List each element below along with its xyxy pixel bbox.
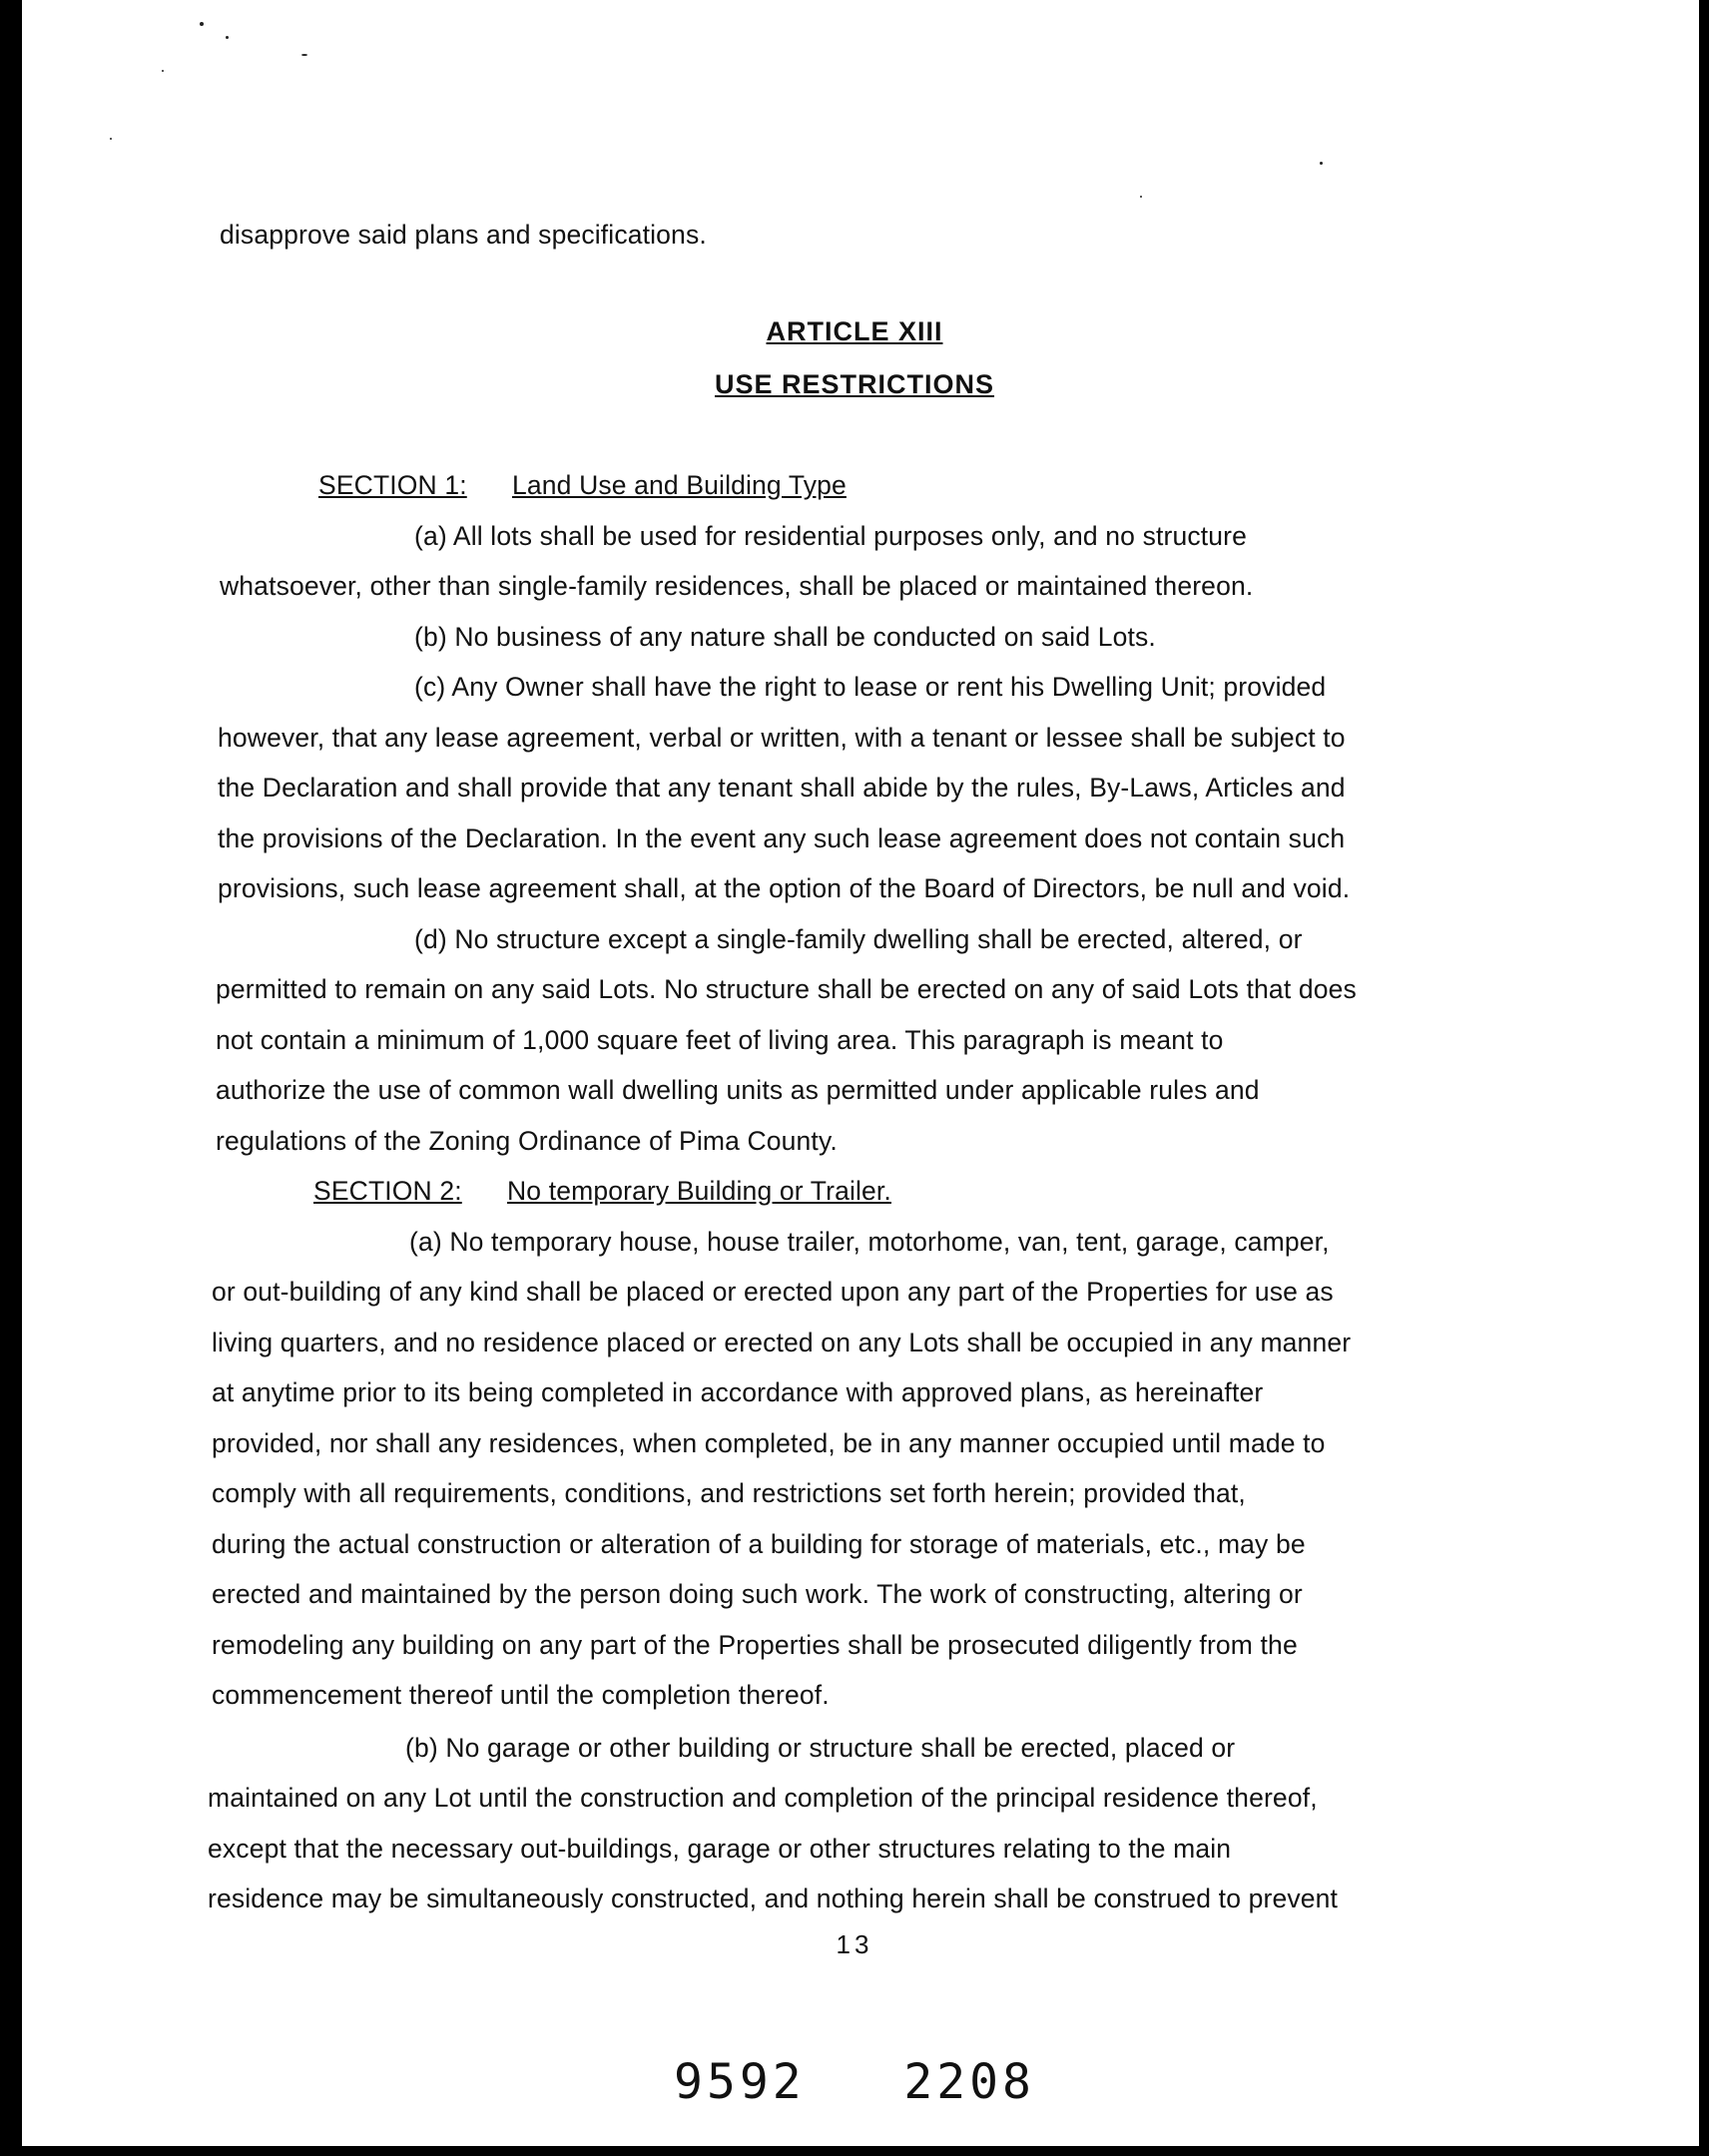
document-stamp bbox=[22, 2054, 1699, 2110]
scan-speck bbox=[226, 36, 229, 39]
s2-a-line-8: erected and maintained by the person doing such work. The work of constructing, altering or bbox=[212, 1579, 1303, 1609]
stamp-left: 9592 bbox=[674, 2054, 806, 2110]
s2-a-line-5: provided, nor shall any residences, when completed, be in any manner occupied until made to bbox=[212, 1428, 1326, 1458]
stamp-right: 2208 bbox=[903, 2054, 1035, 2110]
s1-a-line-2: whatsoever, other than single-family residences, shall be placed or maintained thereon. bbox=[220, 571, 1254, 601]
s2-b-line-1: (b) No garage or other building or structure shall be erected, placed or bbox=[405, 1733, 1236, 1763]
s2-a-line-7: during the actual construction or alteration of a building for storage of materials, etc., may be bbox=[212, 1529, 1306, 1559]
article-title: USE RESTRICTIONS bbox=[714, 369, 995, 399]
section2-label: SECTION 2: bbox=[313, 1176, 462, 1206]
scan-speck bbox=[200, 22, 204, 26]
s1-d-line-1: (d) No structure except a single-family dwelling shall be erected, altered, or bbox=[414, 924, 1303, 954]
scan-speck bbox=[110, 138, 112, 140]
scan-speck bbox=[162, 70, 164, 72]
scan-speck bbox=[301, 54, 307, 56]
s2-a-line-4: at anytime prior to its being completed in accordance with approved plans, as hereinafter bbox=[212, 1377, 1264, 1407]
section1-title: Land Use and Building Type bbox=[512, 470, 847, 500]
s2-a-line-3: living quarters, and no residence placed or erected on any Lots shall be occupied in any manner bbox=[212, 1328, 1352, 1357]
s2-a-line-10: commencement thereof until the completion thereof. bbox=[212, 1680, 830, 1710]
s1-c-line-2: however, that any lease agreement, verbal or written, with a tenant or lessee shall be subject to bbox=[218, 723, 1346, 753]
s1-b-line-1: (b) No business of any nature shall be conducted on said Lots. bbox=[414, 622, 1156, 652]
s2-b-line-4: residence may be simultaneously constructed, and nothing herein shall be construed to prevent bbox=[208, 1884, 1339, 1913]
s1-c-line-3: the Declaration and shall provide that any tenant shall abide by the rules, By-Laws, Articles and bbox=[218, 773, 1346, 803]
s1-c-line-1: (c) Any Owner shall have the right to lease or rent his Dwelling Unit; provided bbox=[414, 672, 1327, 702]
page-number: 13 bbox=[836, 1929, 873, 1959]
document-page bbox=[22, 0, 1699, 2146]
s1-d-line-2: permitted to remain on any said Lots. No structure shall be erected on any of said Lots that does bbox=[216, 974, 1357, 1004]
scan-speck bbox=[1320, 162, 1323, 165]
s2-a-line-6: comply with all requirements, conditions, and restrictions set forth herein; provided that, bbox=[212, 1478, 1246, 1508]
s1-c-line-4: the provisions of the Declaration. In the event any such lease agreement does not contain such bbox=[218, 823, 1346, 853]
article-number: ARTICLE XIII bbox=[766, 316, 943, 346]
s1-d-line-4: authorize the use of common wall dwelling units as permitted under applicable rules and bbox=[216, 1075, 1260, 1105]
scan-edge-left bbox=[0, 0, 22, 2156]
section2-title: No temporary Building or Trailer. bbox=[507, 1176, 891, 1206]
s2-a-line-1: (a) No temporary house, house trailer, motorhome, van, tent, garage, camper, bbox=[409, 1227, 1330, 1257]
intro-line: disapprove said plans and specifications. bbox=[220, 220, 707, 250]
section1-label: SECTION 1: bbox=[318, 470, 467, 500]
s1-c-line-5: provisions, such lease agreement shall, at the option of the Board of Directors, be null and void. bbox=[218, 873, 1351, 903]
s2-a-line-2: or out-building of any kind shall be placed or erected upon any part of the Properties for use as bbox=[212, 1277, 1334, 1307]
scan-edge-bottom bbox=[0, 2146, 1709, 2156]
s2-b-line-3: except that the necessary out-buildings, garage or other structures relating to the main bbox=[208, 1834, 1232, 1864]
s2-a-line-9: remodeling any building on any part of the Properties shall be prosecuted diligently from the bbox=[212, 1630, 1298, 1660]
s1-d-line-5: regulations of the Zoning Ordinance of Pima County. bbox=[216, 1126, 838, 1156]
scan-speck bbox=[1140, 196, 1142, 198]
s1-a-line-1: (a) All lots shall be used for residential purposes only, and no structure bbox=[414, 521, 1248, 551]
s1-d-line-3: not contain a minimum of 1,000 square feet of living area. This paragraph is meant to bbox=[216, 1025, 1224, 1055]
s2-b-line-2: maintained on any Lot until the construction and completion of the principal residence thereof, bbox=[208, 1783, 1318, 1813]
